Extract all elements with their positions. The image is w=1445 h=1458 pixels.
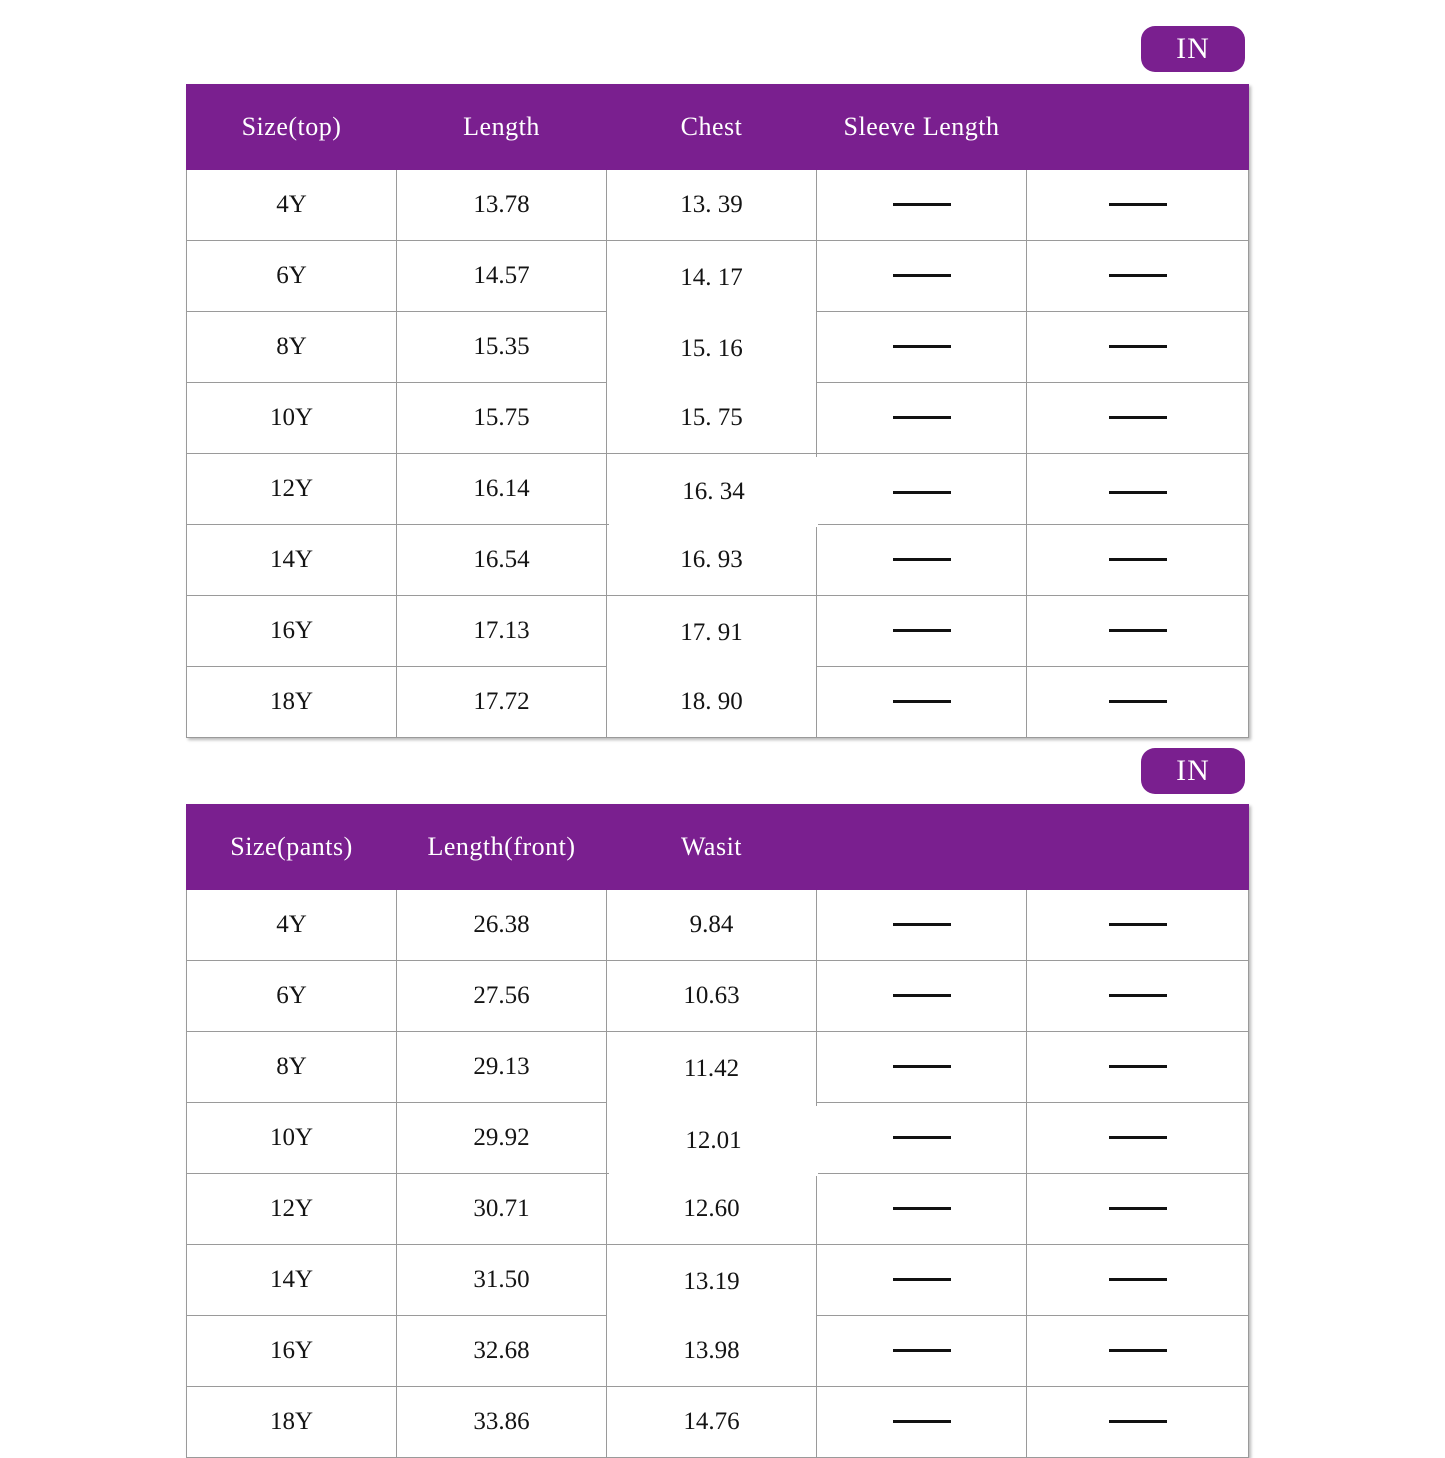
cell-blank-2 xyxy=(1027,1316,1249,1387)
cell-waist: 9.84 xyxy=(607,890,817,961)
cell-length: 17.72 xyxy=(397,667,607,738)
dash-icon xyxy=(1109,345,1167,348)
dash-icon xyxy=(1109,923,1167,926)
column-header-size: Size(top) xyxy=(187,85,397,170)
cell-length: 13.78 xyxy=(397,170,607,241)
table-row xyxy=(187,1387,1249,1458)
table-row xyxy=(187,667,1249,738)
cell-sleeve-length xyxy=(817,667,1027,738)
table-row xyxy=(187,1245,1249,1316)
cell-length: 16.14 xyxy=(397,454,607,525)
cell-waist: 14.76 xyxy=(607,1387,817,1458)
column-header-blank xyxy=(1027,85,1249,170)
cell-length-front: 32.68 xyxy=(397,1316,607,1387)
dash-icon xyxy=(893,345,951,348)
cell-waist: 13.98 xyxy=(607,1316,817,1387)
cell-blank-1 xyxy=(817,1387,1027,1458)
dash-icon xyxy=(893,491,951,494)
cell-length: 17.13 xyxy=(397,596,607,667)
column-header-waist: Wasit xyxy=(607,805,817,890)
dash-icon xyxy=(1109,558,1167,561)
table-header-row xyxy=(187,85,1249,170)
cell-blank-1 xyxy=(817,1032,1027,1103)
cell-blank xyxy=(1027,454,1249,525)
dash-icon xyxy=(1109,1065,1167,1068)
cell-blank-2 xyxy=(1027,1174,1249,1245)
cell-size: 18Y xyxy=(187,667,397,738)
cell-sleeve-length xyxy=(817,596,1027,667)
cell-size: 6Y xyxy=(187,241,397,312)
dash-icon xyxy=(893,700,951,703)
column-header-blank-2 xyxy=(1027,805,1249,890)
cell-length: 16.54 xyxy=(397,525,607,596)
cell-chest: 18. 90 xyxy=(607,667,817,738)
dash-icon xyxy=(893,1136,951,1139)
column-header-size-pants: Size(pants) xyxy=(187,805,397,890)
dash-icon xyxy=(893,274,951,277)
cell-blank-2 xyxy=(1027,1032,1249,1103)
cell-blank-2 xyxy=(1027,890,1249,961)
dash-icon xyxy=(893,994,951,997)
size-table-pants-block xyxy=(186,804,1248,1458)
cell-chest: 15. 75 xyxy=(607,383,817,454)
cell-chest: 16. 93 xyxy=(607,525,817,596)
cell-length: 14.57 xyxy=(397,241,607,312)
cell-size: 4Y xyxy=(187,170,397,241)
cell-waist: 11.42 xyxy=(607,1034,817,1105)
size-table-pants xyxy=(186,804,1249,1458)
cell-length: 15.35 xyxy=(397,312,607,383)
cell-blank xyxy=(1027,596,1249,667)
dash-icon xyxy=(1109,274,1167,277)
cell-size: 14Y xyxy=(187,1245,397,1316)
table-row xyxy=(187,241,1249,312)
cell-blank-1 xyxy=(817,890,1027,961)
dash-icon xyxy=(1109,994,1167,997)
cell-size: 8Y xyxy=(187,312,397,383)
table-row xyxy=(187,312,1249,383)
cell-length-front: 29.92 xyxy=(397,1103,607,1174)
cell-sleeve-length xyxy=(817,454,1027,525)
dash-icon xyxy=(893,1349,951,1352)
cell-chest: 14. 17 xyxy=(607,243,817,314)
cell-length-front: 31.50 xyxy=(397,1245,607,1316)
cell-blank xyxy=(1027,170,1249,241)
cell-waist: 13.19 xyxy=(607,1247,817,1318)
cell-sleeve-length xyxy=(817,241,1027,312)
dash-icon xyxy=(893,1207,951,1210)
dash-icon xyxy=(893,558,951,561)
cell-size: 4Y xyxy=(187,890,397,961)
dash-icon xyxy=(1109,629,1167,632)
dash-icon xyxy=(893,203,951,206)
cell-blank xyxy=(1027,241,1249,312)
table-row xyxy=(187,170,1249,241)
cell-waist: 12.60 xyxy=(607,1174,817,1245)
cell-sleeve-length xyxy=(817,525,1027,596)
cell-blank xyxy=(1027,312,1249,383)
cell-chest: 16. 34 xyxy=(609,457,819,528)
column-header-length-front: Length(front) xyxy=(397,805,607,890)
cell-blank-1 xyxy=(817,1245,1027,1316)
cell-waist: 10.63 xyxy=(607,961,817,1032)
cell-waist: 12.01 xyxy=(609,1106,819,1177)
dash-icon xyxy=(1109,1136,1167,1139)
cell-sleeve-length xyxy=(817,383,1027,454)
cell-blank-1 xyxy=(817,1316,1027,1387)
cell-sleeve-length xyxy=(817,312,1027,383)
cell-size: 12Y xyxy=(187,1174,397,1245)
table-row xyxy=(187,1032,1249,1103)
cell-blank xyxy=(1027,525,1249,596)
unit-badge-pants: IN xyxy=(1141,748,1245,794)
table-row xyxy=(187,525,1249,596)
cell-length: 15.75 xyxy=(397,383,607,454)
cell-blank-1 xyxy=(817,1174,1027,1245)
size-table-tops-block xyxy=(186,84,1248,738)
cell-size: 6Y xyxy=(187,961,397,1032)
cell-size: 16Y xyxy=(187,596,397,667)
cell-size: 10Y xyxy=(187,383,397,454)
cell-blank-1 xyxy=(817,1103,1027,1174)
cell-sleeve-length xyxy=(817,170,1027,241)
table-row xyxy=(187,961,1249,1032)
cell-size: 14Y xyxy=(187,525,397,596)
cell-size: 16Y xyxy=(187,1316,397,1387)
dash-icon xyxy=(1109,203,1167,206)
dash-icon xyxy=(1109,1349,1167,1352)
cell-size: 12Y xyxy=(187,454,397,525)
dash-icon xyxy=(1109,491,1167,494)
table-row xyxy=(187,454,1249,525)
cell-blank-2 xyxy=(1027,1103,1249,1174)
dash-icon xyxy=(893,1065,951,1068)
dash-icon xyxy=(893,629,951,632)
cell-length-front: 26.38 xyxy=(397,890,607,961)
dash-icon xyxy=(1109,1420,1167,1423)
column-header-length: Length xyxy=(397,85,607,170)
cell-blank-2 xyxy=(1027,1387,1249,1458)
size-table-tops xyxy=(186,84,1249,738)
unit-badge-tops: IN xyxy=(1141,26,1245,72)
cell-size: 8Y xyxy=(187,1032,397,1103)
dash-icon xyxy=(1109,416,1167,419)
cell-blank-2 xyxy=(1027,961,1249,1032)
cell-length-front: 29.13 xyxy=(397,1032,607,1103)
table-header-row xyxy=(187,805,1249,890)
table-row xyxy=(187,383,1249,454)
table-row xyxy=(187,1174,1249,1245)
cell-chest: 17. 91 xyxy=(607,598,817,669)
cell-length-front: 27.56 xyxy=(397,961,607,1032)
cell-chest: 13. 39 xyxy=(607,170,817,241)
cell-size: 18Y xyxy=(187,1387,397,1458)
cell-blank xyxy=(1027,667,1249,738)
dash-icon xyxy=(1109,1207,1167,1210)
dash-icon xyxy=(893,416,951,419)
dash-icon xyxy=(893,1420,951,1423)
table-row xyxy=(187,596,1249,667)
column-header-blank-1 xyxy=(817,805,1027,890)
table-row xyxy=(187,890,1249,961)
dash-icon xyxy=(893,923,951,926)
cell-length-front: 33.86 xyxy=(397,1387,607,1458)
column-header-sleeve-length: Sleeve Length xyxy=(817,85,1027,170)
table-row xyxy=(187,1103,1249,1174)
dash-icon xyxy=(1109,700,1167,703)
cell-blank-1 xyxy=(817,961,1027,1032)
table-row xyxy=(187,1316,1249,1387)
cell-size: 10Y xyxy=(187,1103,397,1174)
column-header-chest: Chest xyxy=(607,85,817,170)
dash-icon xyxy=(893,1278,951,1281)
cell-chest: 15. 16 xyxy=(607,314,817,385)
cell-blank-2 xyxy=(1027,1245,1249,1316)
cell-length-front: 30.71 xyxy=(397,1174,607,1245)
cell-blank xyxy=(1027,383,1249,454)
dash-icon xyxy=(1109,1278,1167,1281)
